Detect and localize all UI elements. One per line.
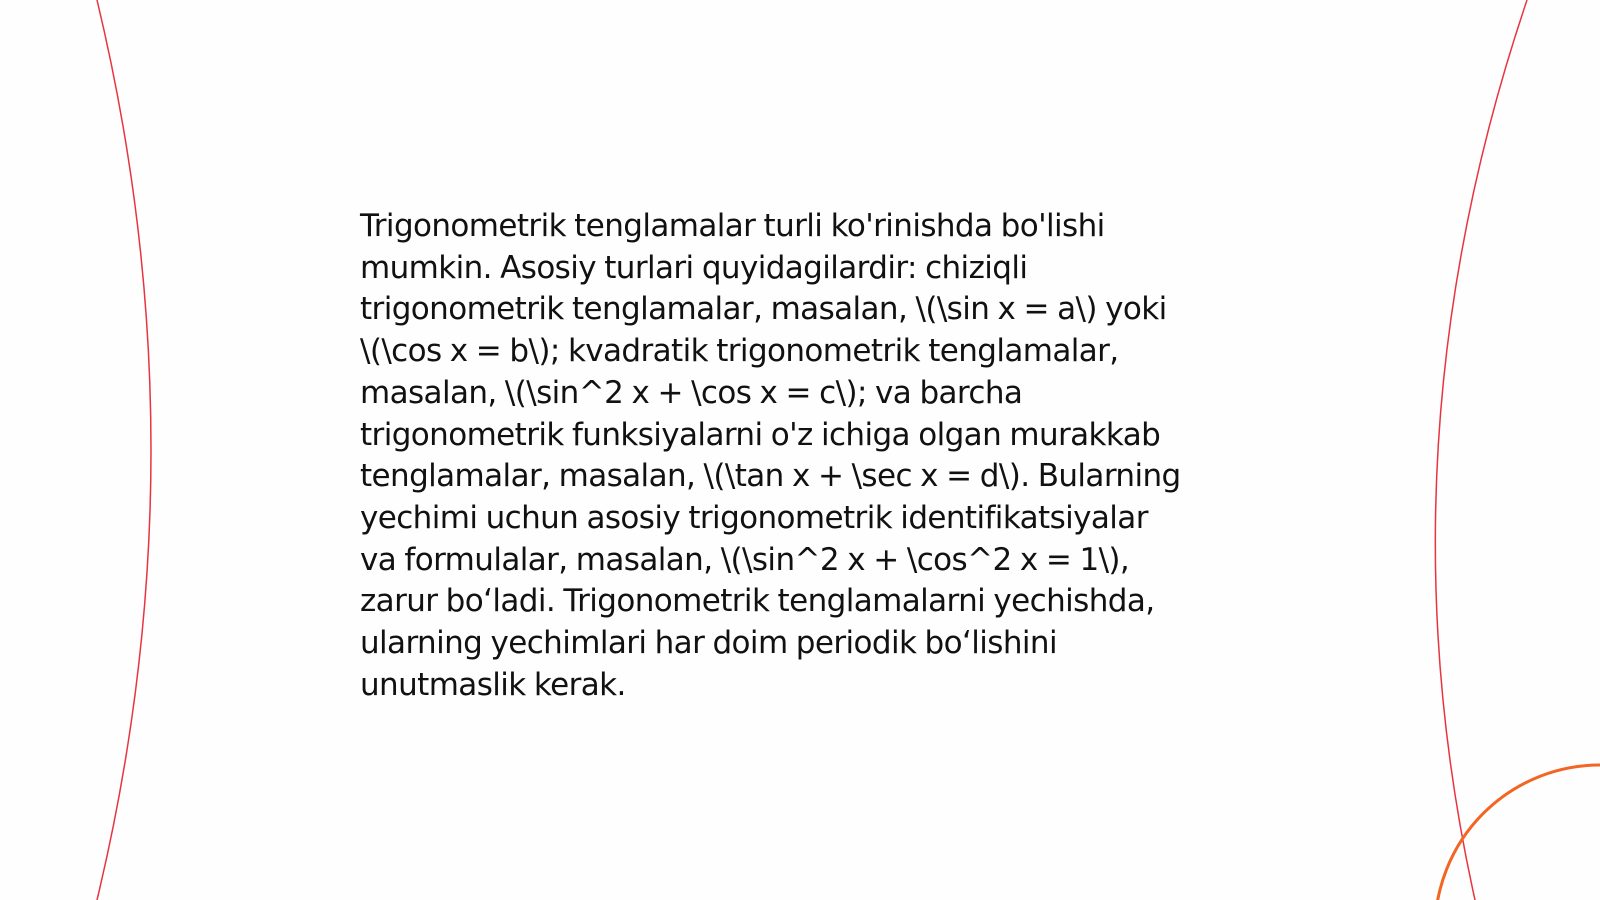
- orange-ring: [1435, 765, 1600, 900]
- right-arc: [1435, 0, 1527, 900]
- left-arc: [97, 0, 151, 900]
- body-paragraph: Trigonometrik tenglamalar turli ko'rinishda bo'lishi mumkin. Asosiy turlari quyidagilardir: chiziqli trigonometrik tenglamalar, masalan, \(\sin x = a\) yoki \(\cos x = b\); kvadratik trigonometrik tenglamalar, masalan, \(\sin^2 x + \cos x = c\); va barcha trigonometrik funksiyalarni o'z ichiga olgan murakkab tenglamalar, masalan, \(\tan x + \sec x = d\). Bularning yechimi uchun asosiy trigonometrik identifikatsiyalar va formulalar, masalan, \(\sin^2 x + \cos^2 x = 1\), zarur boʻladi. Trigonometrik tenglamalarni yechishda, ularning yechimlari har doim periodik boʻlishini unutmaslik kerak.: [360, 208, 1181, 703]
